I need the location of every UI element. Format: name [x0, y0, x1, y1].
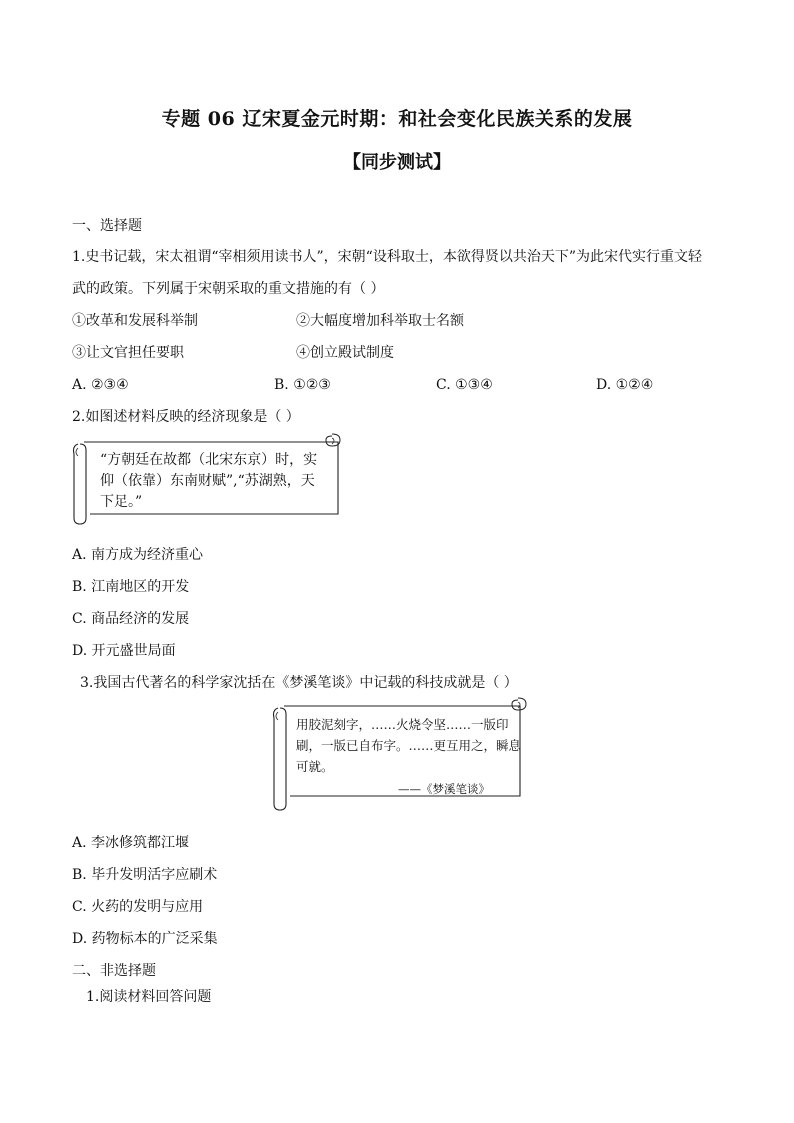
q1-choice-c[interactable]: C. ①③④ — [436, 377, 493, 393]
page-subtitle: 【同步测试】 — [343, 152, 451, 173]
q3-stem: 3.我国古代著名的科学家沈括在《梦溪笔谈》中记载的科技成就是（ ） — [80, 675, 518, 691]
q2-quote-line3: 下足。” — [100, 494, 143, 510]
q3-choice-d[interactable]: D. 药物标本的广泛采集 — [72, 931, 218, 947]
page-title: 专题 06 辽宋夏金元时期：和社会变化民族关系的发展 — [161, 108, 633, 130]
q2-choice-d[interactable]: D. 开元盛世局面 — [72, 643, 176, 659]
q1-choice-d[interactable]: D. ①②④ — [596, 377, 654, 393]
q2-choice-a[interactable]: A. 南方成为经济重心 — [72, 547, 204, 563]
q2-quote-line2: 仰（依靠）东南财赋”,“苏湖熟，天 — [100, 473, 315, 489]
q1-choice-b[interactable]: B. ①②③ — [274, 377, 331, 393]
q3-choice-b[interactable]: B. 毕升发明活字应刷术 — [72, 867, 218, 883]
q1-option-3: ③让文官担任要职 — [72, 345, 184, 361]
q3-quote-line3: 可就。 — [296, 759, 334, 774]
q1-choice-a[interactable]: A. ②③④ — [72, 377, 129, 393]
q2-stem: 2.如图述材料反映的经济现象是（ ） — [72, 409, 300, 425]
q3-quote-line2: 刷，一版已自布字。……更互用之，瞬息 — [296, 738, 522, 753]
q1-stem-line1: 1.史书记载，宋太祖谓“宰相须用读书人”，宋朝“设科取士，本欲得贤以共治天下”为此宋代实行重文轻 — [72, 249, 702, 265]
q3-choice-a[interactable]: A. 李冰修筑都江堰 — [72, 835, 190, 851]
q3-quote — [296, 714, 522, 777]
q3-quote-source: ——《梦溪笔谈》 — [398, 782, 490, 796]
q2-quote-line1: “方朝廷在故都（北宋东京）时，实 — [100, 452, 318, 468]
q2-choice-b[interactable]: B. 江南地区的开发 — [72, 579, 190, 595]
q3-choice-c[interactable]: C. 火药的发明与应用 — [72, 899, 204, 915]
q2-quote — [100, 450, 336, 513]
q1-option-2: ②大幅度增加科举取士名额 — [296, 313, 464, 329]
q1-stem-line2: 武的政策。下列属于宋朝采取的重文措施的有（ ） — [72, 281, 385, 297]
q3-quote-line1: 用胶泥刻字，……火烧令坚……一版印 — [296, 717, 509, 732]
s2-q1-stem: 1.阅读材料回答问题 — [86, 989, 212, 1005]
q2-choice-c[interactable]: C. 商品经济的发展 — [72, 611, 190, 627]
section-heading-nonchoice: 二、非选择题 — [72, 963, 156, 979]
section-heading-choice: 一、选择题 — [72, 218, 142, 234]
q1-option-1: ①改革和发展科举制 — [72, 313, 198, 329]
q1-option-4: ④创立殿试制度 — [296, 345, 394, 361]
